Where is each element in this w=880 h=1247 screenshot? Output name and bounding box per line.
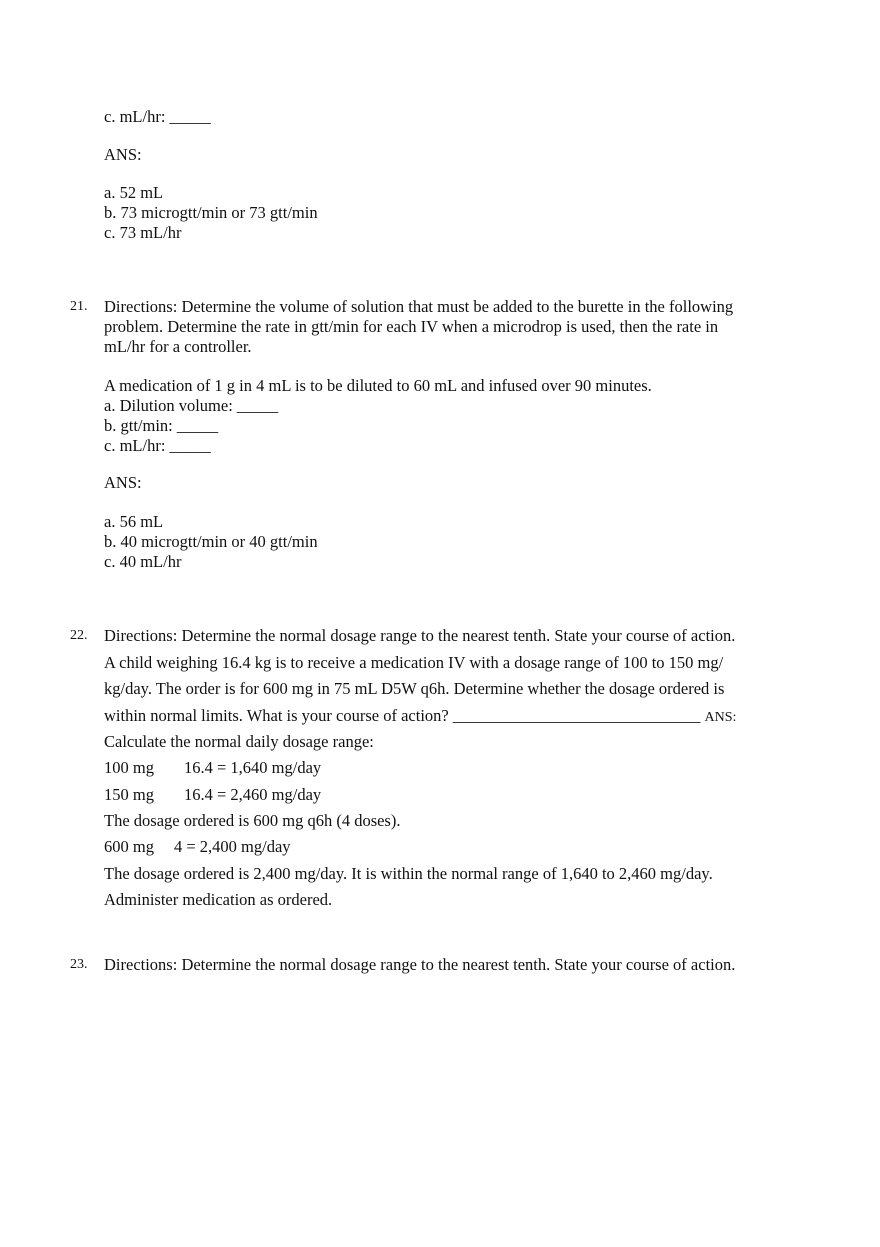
q22-ordered: The dosage ordered is 600 mg q6h (4 doses).: [104, 811, 401, 830]
question-23-number: 23.: [70, 957, 88, 972]
q21-answer-a: a. 56 mL: [104, 512, 164, 531]
prev-answer-c: c. 73 mL/hr: [104, 223, 182, 242]
q22-line-3: [104, 706, 736, 728]
q22-calc-3: [104, 837, 291, 857]
q22-action: Administer medication as ordered.: [104, 890, 333, 909]
q22-calc-1-b: 16.4 = 1,640 mg/day: [183, 758, 322, 777]
q21-part-a: a. Dilution volume: _____: [104, 396, 279, 415]
q22-line-2: kg/day. The order is for 600 mg in 75 mL D5W q6h. Determine whether the dosage ordered is: [104, 679, 725, 698]
prev-part-c: c. mL/hr: _____: [104, 107, 211, 126]
q22-ans-label: ANS:: [704, 710, 737, 725]
q21-problem: A medication of 1 g in 4 mL is to be diluted to 60 mL and infused over 90 minutes.: [104, 376, 652, 395]
q21-answer-c: c. 40 mL/hr: [104, 552, 182, 571]
question-22-number: 22.: [70, 628, 88, 643]
q22-calc-title: Calculate the normal daily dosage range:: [104, 732, 374, 751]
q21-part-b: b. gtt/min: _____: [104, 416, 219, 435]
q22-calc-2: [104, 785, 321, 805]
q23-directions: Directions: Determine the normal dosage range to the nearest tenth. State your course of action.: [104, 955, 736, 974]
prev-answer-b: b. 73 microgtt/min or 73 gtt/min: [104, 203, 318, 222]
q21-answer-b: b. 40 microgtt/min or 40 gtt/min: [104, 532, 318, 551]
q22-calc-1-a: 100 mg: [104, 758, 154, 777]
q21-part-c: c. mL/hr: _____: [104, 436, 211, 455]
q22-conclusion: The dosage ordered is 2,400 mg/day. It is within the normal range of 1,640 to 2,460 mg/day.: [104, 864, 713, 883]
q22-calc-2-a: 150 mg: [104, 785, 154, 804]
q21-directions-line-2: problem. Determine the rate in gtt/min for each IV when a microdrop is used, then the rate in: [104, 317, 719, 336]
q22-calc-3-b: 4 = 2,400 mg/day: [173, 837, 291, 856]
q21-ans-label: ANS:: [104, 473, 142, 492]
q22-directions: Directions: Determine the normal dosage range to the nearest tenth. State your course of action.: [104, 626, 736, 645]
prev-answer-a: a. 52 mL: [104, 183, 164, 202]
q21-directions-line-1: Directions: Determine the volume of solution that must be added to the burette in the following: [104, 297, 734, 316]
q22-calc-2-b: 16.4 = 2,460 mg/day: [183, 785, 322, 804]
q22-calc-3-a: 600 mg: [104, 837, 154, 856]
question-21-number: 21.: [70, 299, 88, 314]
prev-ans-label: ANS:: [104, 145, 142, 164]
q21-directions-line-3: mL/hr for a controller.: [104, 337, 252, 356]
q22-calc-1: [104, 758, 321, 778]
q22-line-1: A child weighing 16.4 kg is to receive a medication IV with a dosage range of 100 to 150 mg/: [104, 653, 724, 672]
q22-line-3-text: within normal limits. What is your course of action? ______________________________: [104, 706, 701, 725]
